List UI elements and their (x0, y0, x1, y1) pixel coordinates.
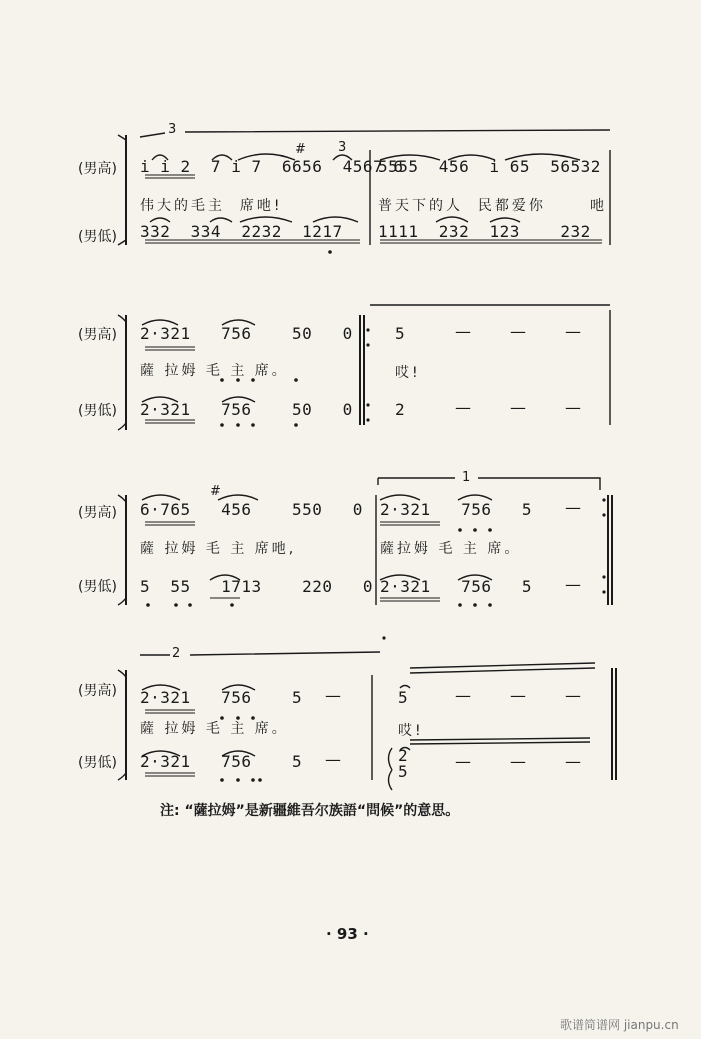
part-label-bass: (男低) (78, 579, 117, 595)
footnote: 注: “薩拉姆”是新疆維吾尔族語“問候”的意思。 (160, 803, 460, 819)
tenor-notes-2: 5555 456 i 65 56532 (378, 157, 601, 176)
volta-number: 3 (168, 122, 177, 137)
dash: — (565, 398, 581, 417)
lyrics-line-2: 薩拉姆 毛 主 席。 (380, 541, 522, 557)
volta-number: 2 (172, 646, 181, 661)
dash: — (565, 686, 581, 705)
bass-notes-2: 2·321 756 5 (380, 577, 532, 596)
volta-3-line (140, 130, 610, 137)
lyrics-line-3: 吔 (590, 198, 607, 214)
bass-notes: 2·321 756 50 0 (140, 400, 353, 419)
tenor-notes: 2·321 756 50 0 (140, 324, 353, 343)
triplet-mark: 3 (338, 140, 347, 155)
bass-final-top-note: 2 (398, 746, 409, 765)
lyrics-line: 薩 拉姆 毛 主 席。 (140, 721, 289, 737)
tenor-notes: i i 2 7 i 7 6656 4567 6 (140, 157, 404, 176)
tenor-final-note: 5 (398, 688, 409, 707)
final-brace (389, 748, 393, 790)
page-number: · 93 · (326, 925, 369, 943)
sharp-sign: # (210, 484, 221, 499)
part-label-bass: (男低) (78, 755, 117, 771)
bass-notes: 5 55 1713 220 0 (140, 577, 374, 596)
dash: — (510, 322, 526, 341)
part-label-bass: (男低) (78, 403, 117, 419)
dash: — (565, 322, 581, 341)
dash: — (455, 752, 471, 771)
bass-notes: 332 334 2232 1217 (140, 222, 343, 241)
watermark: 歌谱简谱网 jianpu.cn (560, 1018, 679, 1032)
dash: — (325, 686, 341, 705)
volta-1-line (378, 478, 600, 490)
part-label-tenor: (男高) (78, 505, 117, 521)
tenor-notes: 2·321 756 5 (140, 688, 303, 707)
dash: — (455, 322, 471, 341)
sharp-sign: # (295, 142, 306, 157)
part-label-tenor: (男高) (78, 327, 117, 343)
lyrics-line-2: 哎! (395, 365, 421, 381)
lyrics-line: 薩 拉姆 毛 主 席。 (140, 363, 289, 379)
bass-final-bottom-note: 5 (398, 762, 409, 781)
dash: — (510, 686, 526, 705)
dash: — (565, 498, 581, 517)
dash: — (510, 398, 526, 417)
lyrics-line: 薩 拉姆 毛 主 席吔, (140, 541, 297, 557)
dash: — (565, 752, 581, 771)
tenor-notes: 6·765 456 550 0 (140, 500, 363, 519)
repeat-tenor-note: 5 (395, 324, 406, 343)
part-label-bass: (男低) (78, 229, 117, 245)
dash: — (510, 752, 526, 771)
volta-number: 1 (462, 470, 471, 485)
lyrics-line-2: 哎! (398, 723, 424, 739)
part-label-tenor: (男高) (78, 161, 117, 177)
dash: — (325, 750, 341, 769)
lyrics-line-2: 普天下的人 民都爱你 (378, 198, 546, 214)
dash: — (565, 575, 581, 594)
tenor-notes-2: 2·321 756 5 (380, 500, 532, 519)
dash: — (455, 686, 471, 705)
repeat-bass-note: 2 (395, 400, 406, 419)
bass-notes: 2·321 756 5 (140, 752, 303, 771)
bass-notes-2: 1111 232 123 232 (378, 222, 591, 241)
dash: — (455, 398, 471, 417)
part-label-tenor: (男高) (78, 683, 117, 699)
lyrics-line: 伟大的毛主 席吔! (140, 198, 283, 214)
